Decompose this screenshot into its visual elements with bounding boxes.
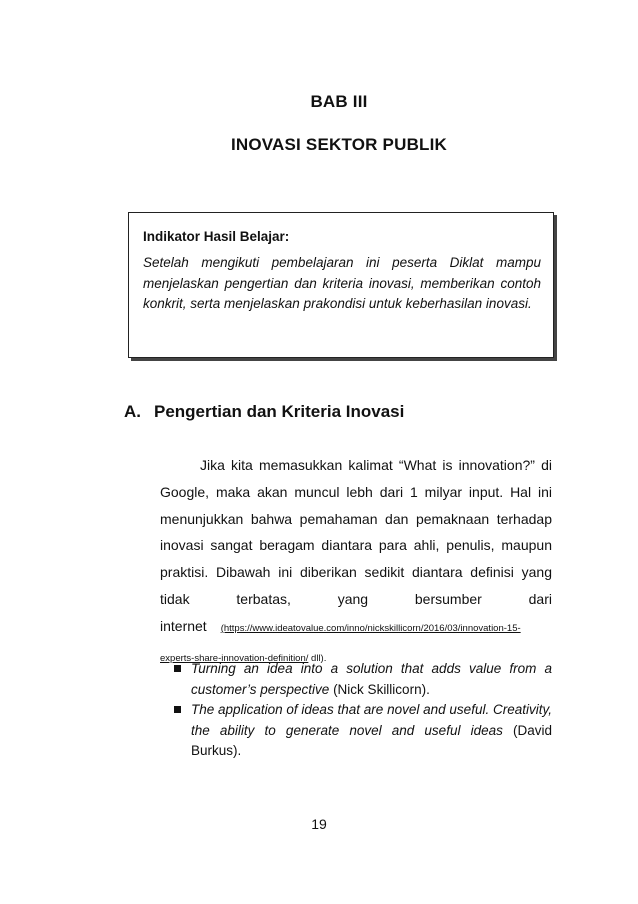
objective-heading: Indikator Hasil Belajar: [143, 229, 290, 244]
paragraph-text: Jika kita memasukkan kalimat “What is innovation?” di Google, maka akan muncul lebh dari 1 milyar input. Hal ini menunjukkan bahwa pemahaman dan pemaknaan terhadap inovasi sangat beragam diantara para ahli, penulis, maupun praktisi. Dibawah ini diberikan sedikit diantara definisi yang tidak terbatas, yang bersumber dari internet [160, 457, 552, 634]
definition-author: (Nick Skillicorn). [329, 681, 430, 697]
chapter-number: BAB III [310, 92, 368, 111]
objective-text: Setelah mengikuti pembelajaran ini peserta Diklat mampu menjelaskan pengertian dan kriteria inovasi, memberikan contoh konkrit, serta menjelaskan prakondisi untuk keberhasilan inovasi. [143, 255, 541, 311]
definition-quote: Turning an idea into a solution that adds value from a customer’s perspective [191, 661, 552, 697]
definition-quote: The application of ideas that are novel and useful. Creativity, the ability to generate novel and useful ideas [191, 702, 552, 738]
square-bullet-icon [174, 665, 181, 672]
source-link[interactable]: (https://www.ideatovalue.com/inno/nickskillicorn/2016/03/innovation-15-experts-share-innovation-definition/ [160, 622, 521, 664]
body-paragraph [160, 452, 552, 672]
definition-list [174, 659, 552, 762]
section-number: A. [124, 402, 141, 421]
section-title: Pengertian dan Kriteria Inovasi [154, 402, 405, 421]
square-bullet-icon [174, 706, 181, 713]
learning-objective-box [128, 212, 554, 358]
list-item [174, 700, 552, 762]
list-item [174, 659, 552, 700]
definition-author: (David Burkus). [191, 722, 553, 758]
page-number: 19 [311, 816, 327, 832]
section-heading [124, 402, 404, 422]
source-suffix: dll). [308, 652, 327, 664]
chapter-title: INOVASI SEKTOR PUBLIK [230, 135, 448, 154]
